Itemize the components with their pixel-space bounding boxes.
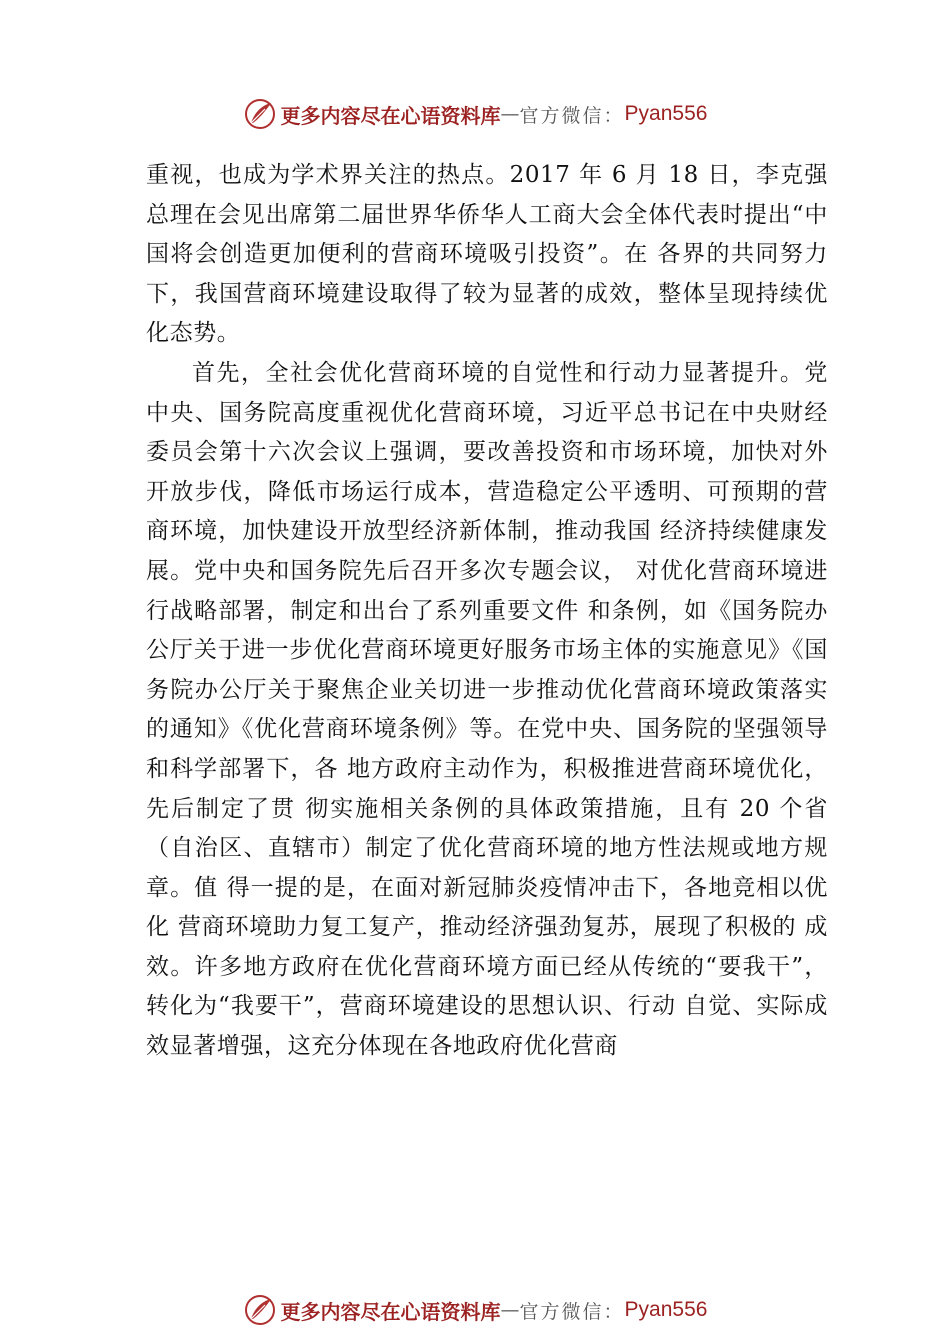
- paragraph-1: 重视，也成为学术界关注的热点。2017 年 6 月 18 日，李克强总理在会见出席第二届世界华侨华人工商大会全体代表时提出“中国将会创造更加便利的营商环境吸引投资”。在 各界的共同努力下，我国营商环境建设取得了较为显著的成效，整体呈现持续优化态势。: [146, 162, 828, 347]
- banner-separator: —: [500, 103, 520, 125]
- paragraph-2: 首先，全社会优化营商环境的自觉性和行动力显著提升。党中央、国务院高度重视优化营商环境，习近平总书记在中央财经委员会第十六次会议上强调，要改善投资和市场环境，加快对外开放步伐，降低市场运行成本，营造稳定公平透明、可预期的营商环境，加快建设开放型经济新体制，推动我国 经济持续健康发展。党中央和国务院先后召开多次专题会议， 对优化营商环境进行战略部署，制定和出台了系列重要文件 和条例，如《国务院办公厅关于进一步优化营商环境更好服务市场主体的实施意见》《国务院办公厅关于聚焦企业关切进一步推动优化营商环境政策落实的通知》《优化营商环境条例》等。在党中央、国务院的坚强领导和科学部署下，各 地方政府主动作为，积极推进营商环境优化，先后制定了贯 彻实施相关条例的具体政策措施，且有 20 个省（自治区、直辖市）制定了优化营商环境的地方性法规或地方规章。值 得一提的是，在面对新冠肺炎疫情冲击下，各地竞相以优化 营商环境助力复工复产，推动经济强劲复苏，展现了积极的 成效。许多地方政府在优化营商环境方面已经从传统的“要我干”，转化为“我要干”，营商环境建设的思想认识、行动 自觉、实际成效显著增强，这充分体现在各地政府优化营商: [146, 359, 828, 1060]
- footer-banner: [0, 1290, 950, 1330]
- banner-title: 更多内容尽在心语资料库: [280, 103, 501, 128]
- document-body: [146, 156, 828, 1067]
- banner-wechat-id: Pyan556: [624, 1298, 708, 1321]
- feather-pen-logo-icon: [243, 1293, 277, 1327]
- banner-wechat-label: 官方微信：: [519, 104, 625, 127]
- feather-pen-logo-icon: [243, 97, 277, 131]
- banner-wechat-label: 官方微信：: [519, 1300, 625, 1323]
- banner-title: 更多内容尽在心语资料库: [280, 1299, 501, 1324]
- banner-wechat-id: Pyan556: [624, 102, 708, 125]
- header-banner: [0, 94, 950, 134]
- banner-separator: —: [500, 1299, 520, 1321]
